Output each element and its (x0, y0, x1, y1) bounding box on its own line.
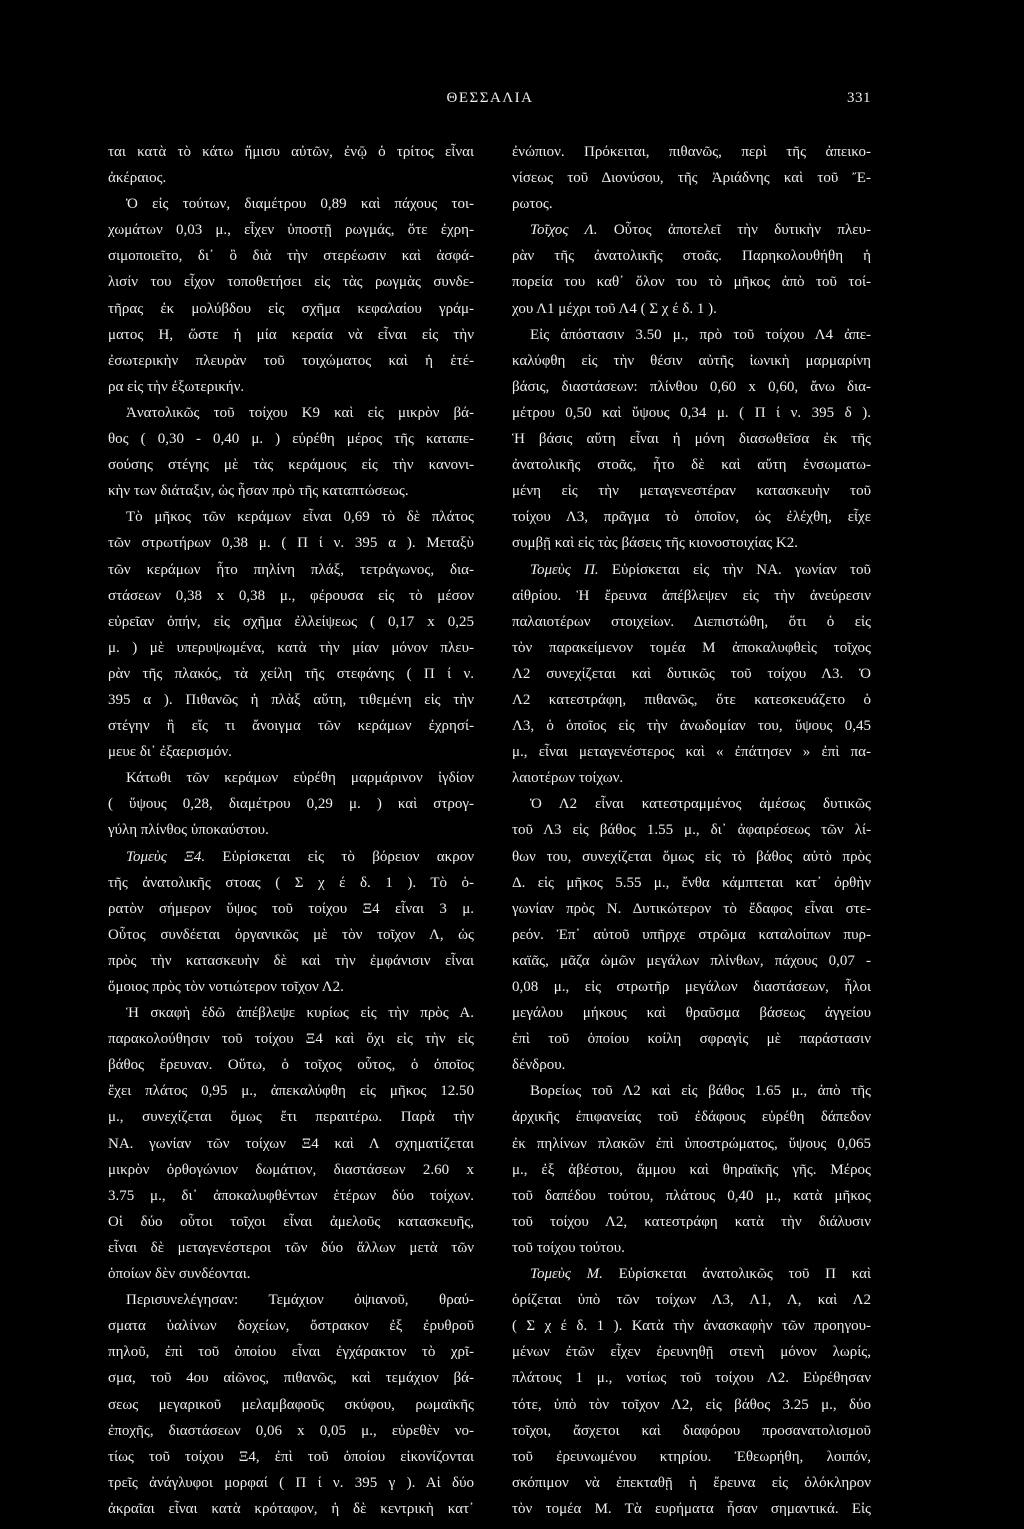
text-line: νίσεως τοῦ Διονύσου, τῆς Ἀριάδνης καὶ τοῦ Ἔ- (512, 170, 871, 187)
text-line: ματος Η, ὥστε ἡ μία κεραία νὰ εἶναι εἰς τὴν (108, 326, 474, 343)
section-heading-line (512, 217, 871, 243)
right-column (512, 139, 871, 1522)
text-line: εὐρεῖαν ὀπήν, εἰς σχῆμα ἐλλείψεως ( 0,17 x 0,25 (108, 613, 474, 630)
text-line: μένων ἐτῶν εἶχεν ἐρευνηθῇ στενὴ μόνον λωρίς, (512, 1344, 871, 1361)
text-line: σκόπιμον νὰ ἐπεκταθῇ ἡ ἔρευνα εἰς ὁλόκληρον (512, 1474, 871, 1491)
left-column (108, 139, 474, 1522)
section-heading: Τομεὺς Ξ4. (126, 848, 206, 865)
text-line: ρὰν τῆς πλακός, τὰ χείλη τῆς στεφάνης ( Π ί ν. (108, 665, 474, 682)
running-title: ΘΕΣΣΑΛΙΑ (446, 90, 534, 106)
text-line: ὁποίων δὲν συνδέονται. (108, 1266, 251, 1283)
text-line: πρὸς τὴν κατασκευὴν δὲ καὶ τὴν ἐμφάνισιν εἶναι (108, 952, 474, 969)
text-line: Τὸ μῆκος τῶν κεράμων εἶναι 0,69 τὸ δὲ πλάτος (126, 509, 474, 526)
text-line: μ., ἐξ ἀβέστου, ἄμμου καὶ θηραϊκῆς γῆς. Μέρος (512, 1161, 871, 1178)
text-line: Περισυνελέγησαν: Τεμάχιον ὀψιανοῦ, θραύ- (126, 1292, 474, 1309)
text-line: τοῦ δαπέδου τούτου, πλάτους 0,40 μ., κατὰ μῆκος (512, 1187, 871, 1204)
text-line: μ., εἶναι μεταγενέστερος καὶ « ἐπάτησεν » ἐπὶ πα- (512, 744, 871, 761)
text-line: σιμοποιεῖτο, δι᾽ ὃ διὰ τὴν στερέωσιν καὶ ἀσφά- (108, 248, 474, 265)
text-run: Εὑρίσκεται εἰς τὴν ΝΑ. γωνίαν τοῦ (598, 561, 871, 578)
text-line: παρακολούθησιν τοῦ τοίχου Ξ4 καὶ ὄχι εἰς τὴν εἰς (108, 1031, 474, 1048)
text-line: γωνίαν πρὸς Ν. Δυτικώτερον τὸ ἔδαφος εἶναι στε- (512, 900, 871, 917)
paragraph (108, 191, 474, 400)
text-line: τοῦ ἐρευνωμένου κτηρίου. Ἐθεωρήθη, λοιπόν, (512, 1448, 871, 1465)
text-line: χου Λ1 μέχρι τοῦ Λ4 ( Σ χ έ δ. 1 ). (512, 300, 717, 317)
text-line: ρατὸν σήμερον ὕψος τοῦ τοίχου Ξ4 εἶναι 3 μ. (108, 900, 474, 917)
section-heading: Τοῖχος Λ. (530, 222, 598, 239)
text-line: λισίν του εἶχον τοποθετήσει εἰς τὰς ρωγμὰς συνδε- (108, 274, 474, 291)
text-line: ρα εἰς τὴν ἐξωτερικήν. (108, 378, 245, 395)
paragraph (108, 1000, 474, 1287)
paragraph (108, 504, 474, 765)
text-line: κὴν των διάταξιν, ὡς ἦσαν πρὸ τῆς καταπτώσεως. (108, 483, 409, 500)
text-line: τίως τοῦ τοίχου Ξ4, ἐπὶ τοῦ ὁποίου εἰκονίζονται (108, 1448, 474, 1465)
text-run: Εὑρίσκεται εἰς τὸ βόρειον ακρον (205, 848, 474, 865)
text-line: σμα, τοῦ 4ου αἰῶνος, πιθανῶς, καὶ τεμάχιον βά- (108, 1370, 474, 1387)
text-line: συμβῇ καὶ εἰς τὰς βάσεις τῆς κιονοστοιχίας Κ2. (512, 535, 798, 552)
text-line: ρωτος. (512, 196, 553, 213)
text-line: Λ2 κατεστράφη, πιθανῶς, ὅτε κατεσκευάζετο ὁ (512, 691, 871, 708)
paragraph (108, 844, 474, 1001)
text-line: ται κατὰ τὸ κάτω ἥμισυ αὐτῶν, ἐνῷ ὁ τρίτος εἶναι (108, 144, 474, 160)
text-line: χωμάτων 0,03 μ., εἶχεν ὑποστῇ ρωγμάς, ὅτε ἐχρη- (108, 222, 474, 239)
section-heading-line (512, 1261, 871, 1287)
text-line: ὁρίζεται ὑπὸ τῶν τοίχων Λ3, Λ1, Λ, καὶ Λ2 (512, 1292, 871, 1309)
text-line: 395 α ). Πιθανῶς ἡ πλὰξ αὕτη, τιθεμένη εἰς τὴν (108, 691, 474, 708)
text-line: τῶν στρωτήρων 0,38 μ. ( Π ί ν. 395 α ). Μεταξὺ (108, 535, 474, 552)
paragraph (108, 400, 474, 504)
text-line: μευε δι᾽ ἐξαερισμόν. (108, 744, 232, 761)
text-line: βάσις, διαστάσεων: πλίνθου 0,60 x 0,60, ἄνω δια- (512, 378, 871, 395)
text-line: ὅμοιος πρὸς τὸν νοτιώτερον τοῖχον Λ2. (108, 979, 344, 995)
text-line: βάθος ἔρευναν. Οὕτω, ὁ τοῖχος οὗτος, ὁ ὁποῖος (108, 1057, 474, 1074)
text-line: Λ3, ὁ ὁποῖος εἰς τὴν ἀνωδομίαν του, ὕψους 0,45 (512, 718, 871, 735)
paragraph (108, 1287, 474, 1522)
text-line: τοῦ Λ3 εἰς βάθος 1.55 μ., δι᾽ ἀφαιρέσεως τῶν λί- (512, 822, 871, 839)
text-run: Εὑρίσκεται ἀνατολικῶς τοῦ Π καὶ (602, 1266, 872, 1283)
text-line: τὸν τομέα Μ. Τὰ ευρήματα ἦσαν σημαντικά. Εἰς (512, 1500, 871, 1517)
text-line: πορεία του καθ᾽ ὅλον του τὸ μῆκος ἀπὸ τοῦ τοί- (512, 274, 871, 291)
text-line: ρὰν τῆς ἀνατολικῆς στοᾶς. Παρηκολουθήθη ἡ (512, 248, 871, 265)
page-number: 331 (847, 90, 871, 106)
text-line: μ., συνεχίζεται ὅμως ἔτι περαιτέρω. Παρὰ τὴν (108, 1109, 474, 1126)
text-line: Εἰς ἀπόστασιν 3.50 μ., πρὸ τοῦ τοίχου Λ4 ἀπε- (530, 326, 871, 343)
text-line: στάσεων 0,38 x 0,38 μ., φέρουσα εἰς τὸ μέσον (108, 587, 474, 604)
text-line: Βορείως τοῦ Λ2 καὶ εἰς βάθος 1.65 μ., ἀπὸ τῆς (530, 1083, 871, 1100)
text-line: Λ2 συνεχίζεται καὶ δυτικῶς τοῦ τοίχου Λ3. Ὁ (512, 665, 871, 682)
text-line: ἀκέραιος. (108, 170, 167, 187)
text-line: ( Σ χ έ δ. 1 ). Κατὰ τὴν ἀνασκαφὴν τῶν προηγου- (512, 1318, 871, 1335)
paragraph (512, 1261, 871, 1522)
text-line: τοίχου Λ3, πρᾶγμα τὸ ὁποῖον, ὡς ἐλέχθη, εἶχε (512, 509, 871, 526)
text-line: τὸν παρακείμενον τομέα Μ ἀποκαλυφθεὶς τοῖχος (512, 639, 871, 656)
text-line: θος ( 0,30 - 0,40 μ. ) εὑρέθη μέρος τῆς καταπε- (108, 431, 474, 448)
text-line: καλύφθη εἰς τὴν θέσιν αὐτῆς ἰωνικὴ μαρμαρίνη (512, 352, 871, 369)
text-line: μένη εἰς τὴν μεταγενεστέραν κατασκευὴν τοῦ (512, 483, 871, 500)
text-line: ἐνώπιον. Πρόκειται, πιθανῶς, περὶ τῆς ἀπεικο- (512, 144, 871, 160)
text-line: τῆρας ἐκ μολύβδου εἰς σχῆμα κεφαλαίου γράμ- (108, 300, 474, 317)
text-line: ρεόν. Ἐπ᾽ αὐτοῦ υπῆρχε στρῶμα καταλοίπων πυρ- (512, 926, 871, 943)
text-line: ΝΑ. γωνίαν τῶν τοίχων Ξ4 καὶ Λ σχηματίζεται (108, 1135, 474, 1152)
text-line: τοῦ τοίχου Λ2, κατεστράφη κατὰ τὴν διάλυσιν (512, 1213, 871, 1230)
paragraph (512, 1078, 871, 1261)
text-line: τοῦ τοίχου τούτου. (512, 1239, 625, 1256)
paragraph (512, 322, 871, 557)
text-line: στέγην ἢ εἴς τι ἄνοιγμα τῶν κεράμων ἐχρησί- (108, 718, 474, 735)
text-line: Ὁ εἰς τούτων, διαμέτρου 0,89 καὶ πάχους τοι- (126, 196, 474, 213)
text-line: σεως μεγαρικοῦ μελαμβαφοῦς σκύφου, ρωμαϊκῆς (108, 1396, 474, 1413)
text-line: τοῖχοι, ἄσχετοι καὶ διαφόρου προσανατολισμοῦ (512, 1422, 871, 1439)
text-line: τῆς ἀνατολικῆς στοας ( Σ χ έ δ. 1 ). Τὸ ὁ- (108, 874, 474, 891)
text-line: ἐποχῆς, διαστάσεων 0,06 x 0,05 μ., εὑρεθὲν νο- (108, 1422, 474, 1439)
text-line: αἰθρίου. Ἡ ἔρευνα ἀπέβλεψεν εἰς τὴν ἀνεύρεσιν (512, 587, 871, 604)
paragraph (512, 557, 871, 792)
text-line: ἀκραῖαι εἶναι κατὰ κρόταφον, ἡ δὲ κεντρικὴ κατ᾽ (108, 1500, 474, 1517)
text-line: 3.75 μ., δι᾽ ἀποκαλυφθέντων ἑτέρων δύο τοίχων. (108, 1187, 474, 1204)
text-line: ἔχει πλάτος 0,95 μ., ἀπεκαλύφθη εἰς μῆκος 12.50 (108, 1083, 474, 1100)
text-line: μεγάλου μήκους καὶ θραῦσμα βάσεως ἀγγείου (512, 1005, 871, 1022)
text-line: πηλοῦ, ἐπὶ τοῦ ὁποίου εἶναι ἐγχάρακτον τὸ χρῖ- (108, 1344, 474, 1361)
text-line: καϊᾶς, μᾶζα ὠμῶν μεγάλων πλίνθων, πάχους 0,07 - (512, 952, 871, 969)
text-line: ἐσωτερικὴν πλευρὰν τοῦ τοιχώματος καὶ ἡ ἑτέ- (108, 352, 474, 369)
text-line: τῶν κεράμων ἦτο πηλίνη πλάξ, τετράγωνος, δια- (108, 561, 474, 578)
text-line: Ἡ βάσις αὕτη εἶναι ἡ μόνη διασωθεῖσα ἐκ τῆς (512, 431, 871, 448)
text-line: 0,08 μ., εἰς στρωτῆρ μεγάλων διαστάσεων, ἧλοι (512, 979, 871, 995)
paragraph (512, 139, 871, 217)
text-line: Οὗτος συνδέεται ὀργανικῶς μὲ τὸν τοῖχον Λ, ὡς (108, 926, 474, 943)
text-line: πλάτους 1 μ., νοτίως τοῦ τοίχου Λ2. Εὑρέθησαν (512, 1370, 871, 1387)
paragraph (108, 139, 474, 191)
text-line: δένδρου. (512, 1057, 566, 1074)
text-line: λαιοτέρων τοίχων. (512, 770, 624, 787)
section-heading: Τομεὺς Π. (530, 561, 599, 578)
text-line: εἶναι δὲ μεταγενέστεροι τῶν δύο ἄλλων μετὰ τῶν (108, 1239, 474, 1256)
text-line: Κάτωθι τῶν κεράμων εὑρέθη μαρμάρινον ἰγδίον (126, 770, 474, 787)
text-line: Ἡ σκαφὴ ἐδῶ ἀπέβλεψε κυρίως εἰς τὴν πρὸς Α. (126, 1005, 474, 1022)
text-line: ἐπὶ τοῦ ὁποίου κοίλη σφραγὶς μὲ παράστασιν (512, 1031, 871, 1048)
paragraph (512, 217, 871, 321)
section-heading-line (108, 844, 474, 870)
section-heading: Τομεὺς Μ. (530, 1266, 603, 1283)
text-line: μικρὸν ὀρθογώνιον δωμάτιον, διαστάσεων 2.60 x (108, 1161, 474, 1178)
text-line: γύλη πλίνθος ὑποκαύστου. (108, 822, 269, 839)
text-line: σματα ὑαλίνων δοχείων, ὄστρακον ἐξ ἐρυθροῦ (108, 1318, 474, 1335)
text-line: ἀνατολικῆς στοᾶς, ἦτο δὲ καὶ αὕτη ἐνσωματω- (512, 457, 871, 474)
text-line: σούσης στέγης μὲ τὰς κεράμους εἰς τὴν κανονι- (108, 457, 474, 474)
section-heading-line (512, 557, 871, 583)
text-line: μ. ) μὲ υπερυψωμένα, κατὰ τὴν μίαν μόνον πλευ- (108, 639, 474, 656)
text-line: Ἀνατολικῶς τοῦ τοίχου Κ9 καὶ εἰς μικρὸν βά- (126, 404, 474, 421)
text-line: Ὁ Λ2 εἶναι κατεστραμμένος ἀμέσως δυτικῶς (530, 796, 871, 813)
text-line: Οἱ δύο οὗτοι τοῖχοι εἶναι ἀμελοῦς κατασκευῆς, (108, 1213, 474, 1230)
text-line: τρεῖς ἀνάγλυφοι μορφαί ( Π ί ν. 395 γ ). Αἱ δύο (108, 1474, 474, 1491)
text-line: Δ. εἰς μῆκος 5.55 μ., ἔνθα κάμπτεται κατ᾽ ὀρθὴν (512, 874, 871, 891)
text-line: παλαιοτέρων στοιχείων. Διεπιστώθη, ὅτι ὁ εἰς (512, 613, 871, 630)
text-line: ἀρχικῆς ἐπιφανείας τοῦ ἐδάφους εὑρέθη δάπεδον (512, 1109, 871, 1126)
text-line: ( ὕψους 0,28, διαμέτρου 0,29 μ. ) καὶ στρογ- (108, 796, 474, 813)
text-line: τότε, ὑπὸ τὸν τοῖχον Λ2, εἰς βάθος 3.25 μ., δύο (512, 1396, 871, 1413)
paragraph (512, 791, 871, 1078)
text-line: θων του, συνεχίζεται ὅμως εἰς τὸ βάθος αὐτὸ πρὸς (512, 848, 871, 865)
text-line: ἐκ πηλίνων πλακῶν ἐπὶ ὑποστρώματος, ὕψους 0,065 (512, 1135, 871, 1152)
text-run: Οὗτος ἀποτελεῖ τὴν δυτικὴν πλευ- (597, 222, 871, 239)
paragraph (108, 765, 474, 843)
text-line: μέτρου 0,50 καὶ ὕψους 0,34 μ. ( Π ί ν. 395 δ ). (512, 404, 871, 421)
